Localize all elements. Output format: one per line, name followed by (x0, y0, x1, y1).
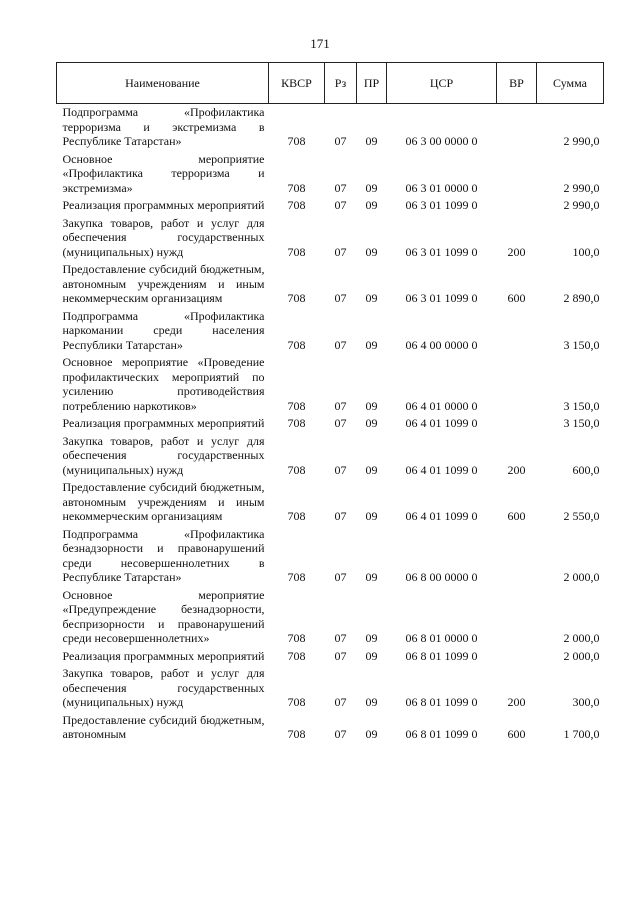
column-header-kvsr: КВСР (269, 63, 325, 104)
row-csr-cell: 06 4 01 1099 0 (405, 509, 478, 523)
row-rz-cell: 07 (334, 631, 347, 645)
row-sum-cell: 2 890,0 (563, 291, 600, 305)
row-sum-cell: 2 000,0 (563, 570, 600, 584)
row-kvsr-cell: 708 (287, 180, 306, 195)
row-sum-cell: 3 150,0 (563, 337, 600, 352)
row-name-cell: Предоставление субсидий бюджетным, автономным учреждениям и иным некоммерческим организациям (62, 480, 265, 523)
row-rz-cell: 07 (334, 291, 347, 305)
row-pr-cell: 09 (365, 727, 378, 741)
budget-table (56, 62, 604, 744)
table-row (57, 151, 604, 198)
row-csr-cell: 06 4 01 1099 0 (405, 462, 478, 477)
row-rz-cell: 07 (334, 570, 347, 584)
row-rz-cell: 07 (334, 134, 347, 148)
row-csr-cell: 06 8 01 1099 0 (405, 695, 478, 709)
row-csr-cell: 06 4 00 0000 0 (405, 337, 478, 352)
row-csr-cell: 06 3 01 1099 0 (405, 198, 478, 212)
table-row (57, 308, 604, 355)
row-kvsr-cell: 708 (287, 462, 306, 477)
row-sum-cell: 2 000,0 (563, 631, 600, 645)
table-row (57, 433, 604, 480)
row-sum-cell: 3 150,0 (563, 416, 600, 430)
row-sum-cell: 2 000,0 (563, 648, 600, 663)
row-vr-cell (497, 104, 537, 151)
row-rz-cell: 07 (334, 398, 347, 413)
row-name-cell: Подпрограмма «Профилактика безнадзорности и правонарушений среди несовершеннолетних в Республике Татарстан» (62, 526, 265, 584)
row-csr-cell: 06 8 00 0000 0 (405, 570, 478, 584)
row-sum-cell: 600,0 (572, 462, 600, 477)
row-rz-cell: 07 (334, 509, 347, 523)
row-rz-cell: 07 (334, 695, 347, 709)
row-rz-cell: 07 (334, 198, 347, 212)
row-sum-cell: 2 990,0 (563, 198, 600, 212)
row-csr-cell: 06 8 01 1099 0 (405, 727, 478, 741)
row-vr-cell: 600 (507, 727, 526, 741)
row-sum-cell: 2 990,0 (563, 180, 600, 195)
table-row (57, 712, 604, 744)
table-row (57, 104, 604, 151)
row-pr-cell: 09 (365, 337, 378, 352)
row-vr-cell (497, 354, 537, 415)
row-vr-cell: 200 (507, 244, 526, 259)
column-header-rz: Рз (325, 63, 357, 104)
row-kvsr-cell: 708 (287, 398, 306, 413)
table-header (57, 63, 604, 104)
table-row (57, 197, 604, 215)
row-kvsr-cell: 708 (287, 648, 306, 663)
row-pr-cell: 09 (365, 244, 378, 259)
row-name-cell: Реализация программных мероприятий (62, 416, 265, 430)
row-rz-cell: 07 (334, 337, 347, 352)
row-pr-cell: 09 (365, 462, 378, 477)
row-vr-cell: 200 (507, 695, 526, 709)
row-kvsr-cell: 708 (287, 416, 306, 430)
row-rz-cell: 07 (334, 648, 347, 663)
table-row (57, 665, 604, 712)
row-kvsr-cell: 708 (287, 727, 306, 741)
row-vr-cell: 600 (507, 509, 526, 523)
row-rz-cell: 07 (334, 462, 347, 477)
row-kvsr-cell: 708 (287, 509, 306, 523)
column-header-csr: ЦСР (387, 63, 497, 104)
row-sum-cell: 3 150,0 (563, 398, 600, 413)
row-rz-cell: 07 (334, 727, 347, 741)
row-csr-cell: 06 4 01 0000 0 (405, 398, 478, 413)
table-row (57, 415, 604, 433)
row-kvsr-cell: 708 (287, 570, 306, 584)
row-vr-cell (497, 308, 537, 355)
row-name-cell: Предоставление субсидий бюджетным, автономным (62, 712, 265, 741)
row-csr-cell: 06 3 01 1099 0 (405, 244, 478, 259)
column-header-pr: ПР (357, 63, 387, 104)
table-row (57, 526, 604, 587)
row-pr-cell: 09 (365, 509, 378, 523)
row-vr-cell (497, 415, 537, 433)
table-row (57, 261, 604, 308)
row-csr-cell: 06 8 01 0000 0 (405, 631, 478, 645)
row-pr-cell: 09 (365, 180, 378, 195)
table-body (57, 104, 604, 744)
row-rz-cell: 07 (334, 416, 347, 430)
column-header-vr: ВР (497, 63, 537, 104)
row-kvsr-cell: 708 (287, 337, 306, 352)
row-name-cell: Основное мероприятие «Проведение профилактических мероприятий по усилению противодействия потреблению наркотиков» (62, 355, 265, 413)
row-kvsr-cell: 708 (287, 291, 306, 305)
row-pr-cell: 09 (365, 134, 378, 148)
row-sum-cell: 2 550,0 (563, 509, 600, 523)
row-csr-cell: 06 3 01 1099 0 (405, 291, 478, 305)
row-sum-cell: 1 700,0 (563, 727, 600, 741)
row-kvsr-cell: 708 (287, 244, 306, 259)
row-rz-cell: 07 (334, 244, 347, 259)
row-vr-cell (497, 526, 537, 587)
row-name-cell: Основное мероприятие «Профилактика терроризма и экстремизма» (62, 151, 265, 195)
row-pr-cell: 09 (365, 416, 378, 430)
row-sum-cell: 2 990,0 (563, 134, 600, 148)
row-kvsr-cell: 708 (287, 134, 306, 148)
row-csr-cell: 06 8 01 1099 0 (405, 648, 478, 663)
column-header-sum: Сумма (537, 63, 604, 104)
row-vr-cell: 600 (507, 291, 526, 305)
row-name-cell: Реализация программных мероприятий (62, 198, 265, 212)
row-name-cell: Реализация программных мероприятий (62, 648, 265, 663)
row-pr-cell: 09 (365, 695, 378, 709)
row-pr-cell: 09 (365, 291, 378, 305)
row-name-cell: Закупка товаров, работ и услуг для обеспечения государственных (муниципальных) нужд (62, 666, 265, 709)
table-row (57, 587, 604, 648)
row-pr-cell: 09 (365, 198, 378, 212)
table-row (57, 479, 604, 526)
row-rz-cell: 07 (334, 180, 347, 195)
row-vr-cell (497, 151, 537, 198)
row-pr-cell: 09 (365, 631, 378, 645)
row-pr-cell: 09 (365, 570, 378, 584)
row-name-cell: Закупка товаров, работ и услуг для обеспечения государственных (муниципальных) нужд (62, 433, 265, 477)
table-row (57, 648, 604, 666)
row-csr-cell: 06 4 01 1099 0 (405, 416, 478, 430)
row-sum-cell: 300,0 (572, 695, 600, 709)
row-vr-cell (497, 197, 537, 215)
table-row (57, 354, 604, 415)
row-vr-cell (497, 587, 537, 648)
row-name-cell: Основное мероприятие «Предупреждение безнадзорности, беспризорности и правонарушений среди несовершеннолетних» (62, 587, 265, 645)
row-vr-cell (497, 648, 537, 666)
row-csr-cell: 06 3 00 0000 0 (405, 134, 478, 148)
row-pr-cell: 09 (365, 398, 378, 413)
row-kvsr-cell: 708 (287, 695, 306, 709)
table-row (57, 215, 604, 262)
row-name-cell: Предоставление субсидий бюджетным, автономным учреждениям и иным некоммерческим организациям (62, 262, 265, 305)
page-number: 171 (310, 36, 330, 51)
column-header-name: Наименование (57, 63, 269, 104)
row-kvsr-cell: 708 (287, 198, 306, 212)
row-name-cell: Подпрограмма «Профилактика наркомании среди населения Республики Татарстан» (62, 308, 265, 352)
row-name-cell: Подпрограмма «Профилактика терроризма и экстремизма в Республике Татарстан» (62, 105, 265, 148)
row-name-cell: Закупка товаров, работ и услуг для обеспечения государственных (муниципальных) нужд (62, 215, 265, 259)
row-csr-cell: 06 3 01 0000 0 (405, 180, 478, 195)
row-kvsr-cell: 708 (287, 631, 306, 645)
row-vr-cell: 200 (507, 462, 526, 477)
row-pr-cell: 09 (365, 648, 378, 663)
row-sum-cell: 100,0 (572, 244, 600, 259)
